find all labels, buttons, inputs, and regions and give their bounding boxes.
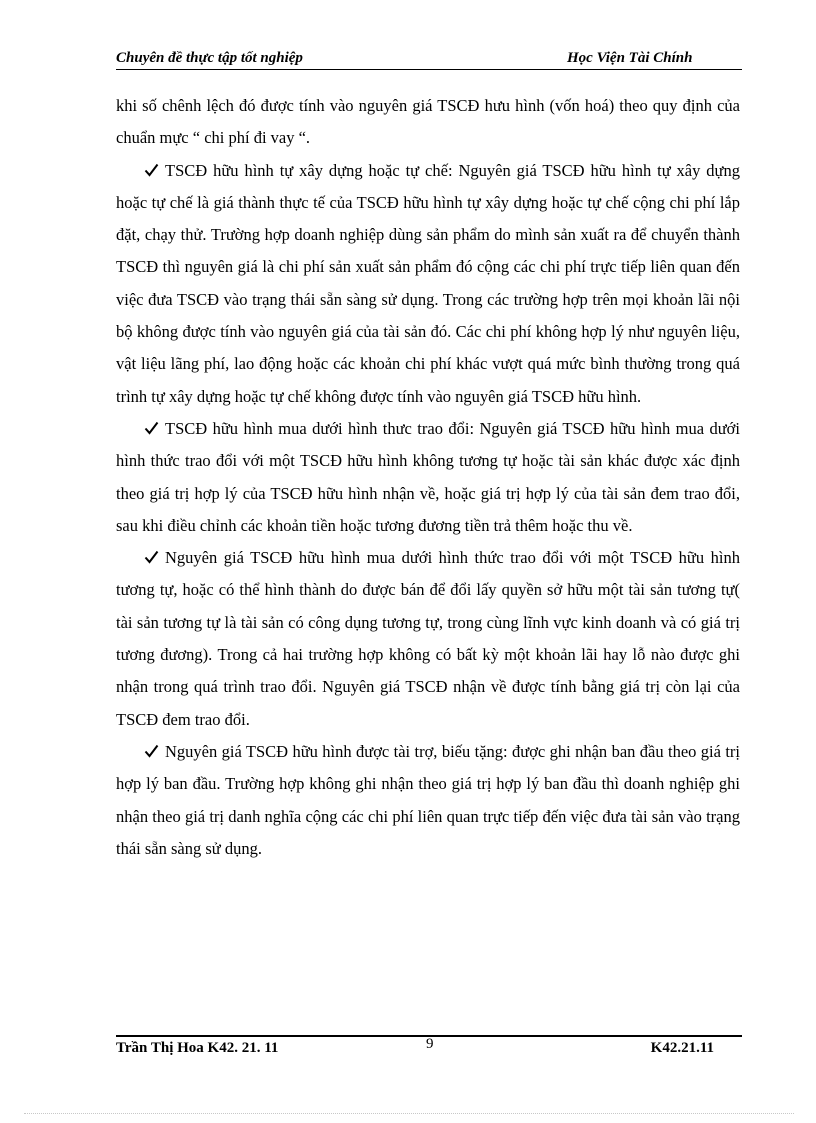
paragraph-2 — [116, 155, 740, 413]
checkmark-icon — [144, 736, 159, 768]
checkmark-icon — [144, 413, 159, 445]
footer-author: Trần Thị Hoa K42. 21. 11 — [116, 1040, 279, 1056]
paragraph-4-text: Nguyên giá TSCĐ hữu hình mua dưới hình thức trao đổi với một TSCĐ hữu hình tương tự, hoặc có thể hình thành do được bán để đổi lấy quyền sở hữu một tài sản tương tự( tài sản tương tự là tài sản có công dụng tương tự, trong cùng lĩnh vực kinh doanh và có giá trị tương đương). Trong cả hai trường hợp không có bất kỳ một khoản lãi hay lỗ nào được ghi nhận trong quá trình trao đổi. Nguyên giá TSCĐ nhận về được tính bằng giá trị còn lại của TSCĐ đem trao đổi. — [116, 548, 740, 729]
header-rule — [116, 69, 742, 70]
page-header — [116, 50, 742, 70]
header-left-title: Chuyên đề thực tập tốt nghiệp — [116, 50, 303, 66]
paragraph-3 — [116, 413, 740, 542]
paragraph-1 — [116, 90, 740, 155]
paragraph-3-text: TSCĐ hữu hình mua dưới hình thưc trao đổi: Nguyên giá TSCĐ hữu hình mua dưới hình thức trao đổi với một TSCĐ hữu hình không tương tự hoặc tài sản khác được xác định theo giá trị hợp lý của TSCĐ hữu hình nhận về, hoặc giá trị hợp lý của tài sản đem trao đổi, sau khi điều chỉnh các khoản tiền hoặc tương đương tiền trả thêm hoặc thu về. — [116, 418, 740, 535]
checkmark-icon — [144, 155, 159, 187]
paragraph-1-text: khi số chênh lệch đó được tính vào nguyên giá TSCĐ hưu hình (vốn hoá) theo quy định của chuẩn mực “ chi phí đi vay “. — [116, 96, 740, 148]
page-bottom-divider — [24, 1113, 794, 1114]
paragraph-4 — [116, 542, 740, 736]
paragraph-5 — [116, 736, 740, 865]
checkmark-icon — [144, 542, 159, 574]
footer-class-code: K42.21.11 — [650, 1040, 714, 1056]
paragraph-2-text: TSCĐ hữu hình tự xây dựng hoặc tự chế: Nguyên giá TSCĐ hữu hình tự xây dựng hoặc tự chế là giá thành thực tế của TSCĐ hữu hình tự xây dựng hoặc tự chế cộng chi phí lắp đặt, chạy thử. Trường hợp doanh nghiệp dùng sản phẩm do mình sản xuất ra để chuyển thành TSCĐ thì nguyên giá là chi phí sản xuất sản phẩm đó cộng các chi phí trực tiếp liên quan đến việc đưa TSCĐ vào trạng thái sẵn sàng sử dụng. Trong các trường hợp trên mọi khoản lãi nội bộ không được tính vào nguyên giá của tài sản đó. Các chi phí không hợp lý như nguyên liệu, vật liệu lãng phí, lao động hoặc các khoản chi phí khác vượt quá mức bình thường trong quá trình tự xây dựng hoặc tự chế không được tính vào nguyên giá TSCĐ hữu hình. — [116, 160, 740, 406]
paragraph-5-text: Nguyên giá TSCĐ hữu hình được tài trợ, biếu tặng: được ghi nhận ban đầu theo giá trị hợp lý ban đầu. Trường hợp không ghi nhận theo giá trị hợp lý ban đầu thì doanh nghiệp ghi nhận theo giá trị danh nghĩa cộng các chi phí liên quan trực tiếp đến việc đưa tài sản vào trạng thái sẵn sàng sử dụng. — [116, 741, 740, 858]
header-right-title: Học Viện Tài Chính — [567, 50, 693, 66]
page-number: 9 — [426, 1036, 434, 1052]
body-text — [116, 90, 740, 865]
page-footer — [116, 1036, 742, 1062]
